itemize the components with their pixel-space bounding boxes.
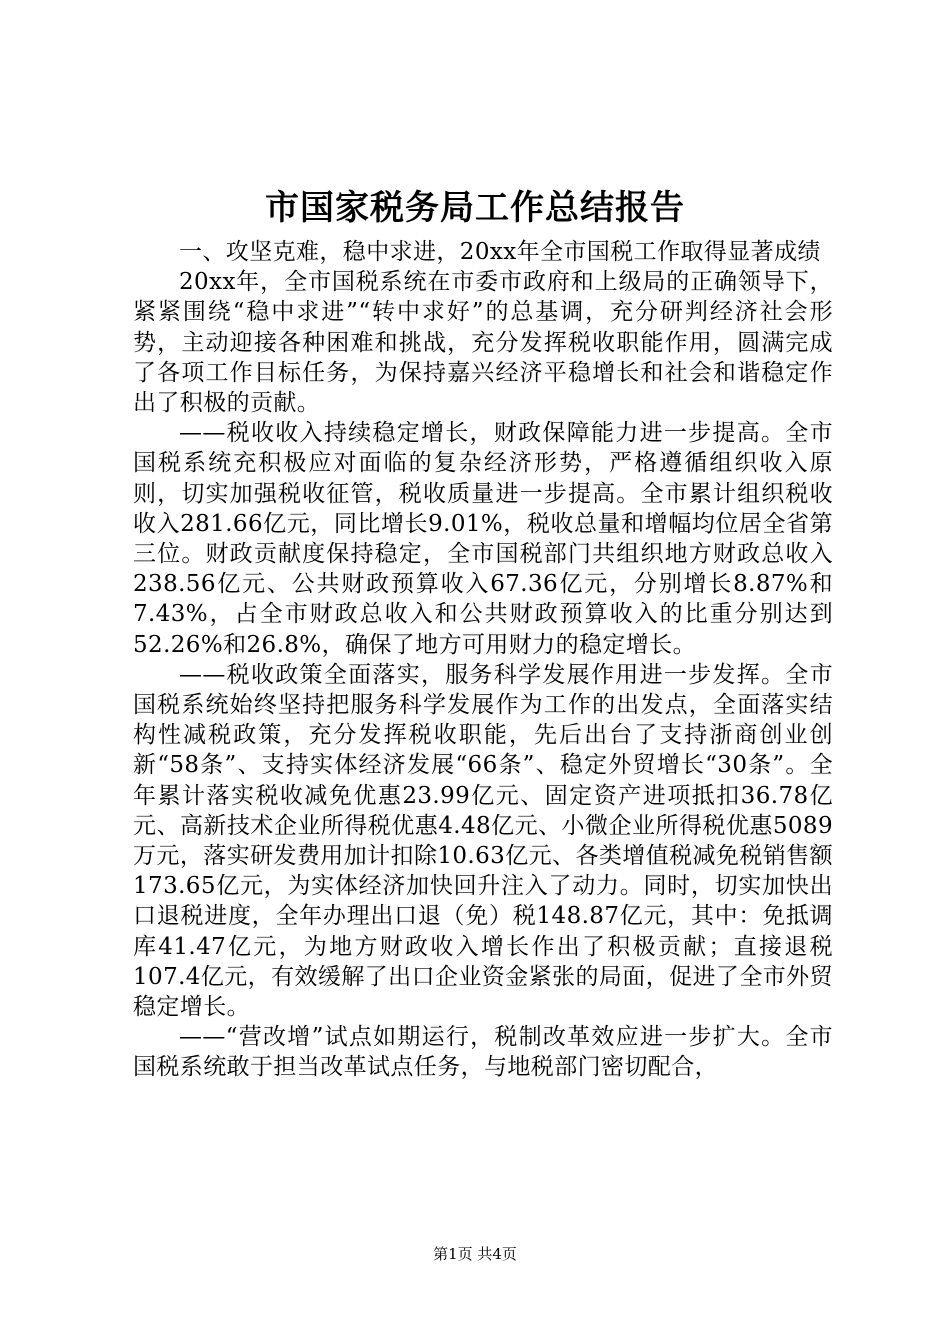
- document-body: [133, 237, 833, 1083]
- paragraph-revenue: ——税收收入持续稳定增长，财政保障能力进一步提高。全市国税系统充积极应对面临的复杂经济形势，严格遵循组织收入原则，切实加强税收征管，税收质量进一步提高。全市累计组织税收收入281.66亿元，同比增长9.01%，税收总量和增幅均位居全省第三位。财政贡献度保持稳定，全市国税部门共组织地方财政总收入238.56亿元、公共财政预算收入67.36亿元，分别增长8.87%和7.43%，占全市财政总收入和公共财政预算收入的比重分别达到52.26%和26.8%，确保了地方可用财力的稳定增长。: [133, 420, 833, 658]
- paragraph-reform: ——“营改增”试点如期运行，税制改革效应进一步扩大。全市国税系统敢于担当改革试点任务，与地税部门密切配合，: [133, 1024, 833, 1081]
- paragraph-policy: ——税收政策全面落实，服务科学发展作用进一步发挥。全市国税系统始终坚持把服务科学发展作为工作的出发点，全面落实结构性减税政策，充分发挥税收职能，先后出台了支持浙商创业创新“58条”、支持实体经济发展“66条”、稳定外贸增长“30条”。全年累计落实税收减免优惠23.99亿元、固定资产进项抵扣36.78亿元、高新技术企业所得税优惠4.48亿元、小微企业所得税优惠5089万元，落实研发费用加计扣除10.63亿元、各类增值税减免税销售额173.65亿元，为实体经济加快回升注入了动力。同时，切实加快出口退税进度，全年办理出口退（免）税148.87亿元，其中：免抵调库41.47亿元，为地方财政收入增长作出了积极贡献；直接退税107.4亿元，有效缓解了出口企业资金紧张的局面，促进了全市外贸稳定增长。: [133, 661, 833, 1021]
- section-heading: 一、攻坚克难，稳中求进，20xx年全市国税工作取得显著成绩: [179, 239, 821, 265]
- page-number-footer: 第1页 共4页: [433, 1245, 517, 1263]
- document-title: 市国家税务局工作总结报告: [265, 188, 685, 228]
- paragraph-intro: 20xx年，全市国税系统在市委市政府和上级局的正确领导下，紧紧围绕“稳中求进”“转中求好”的总基调，充分研判经济社会形势，主动迎接各种困难和挑战，充分发挥税收职能作用，圆满完成了各项工作目标任务，为保持嘉兴经济平稳增长和社会和谐稳定作出了积极的贡献。: [133, 269, 833, 417]
